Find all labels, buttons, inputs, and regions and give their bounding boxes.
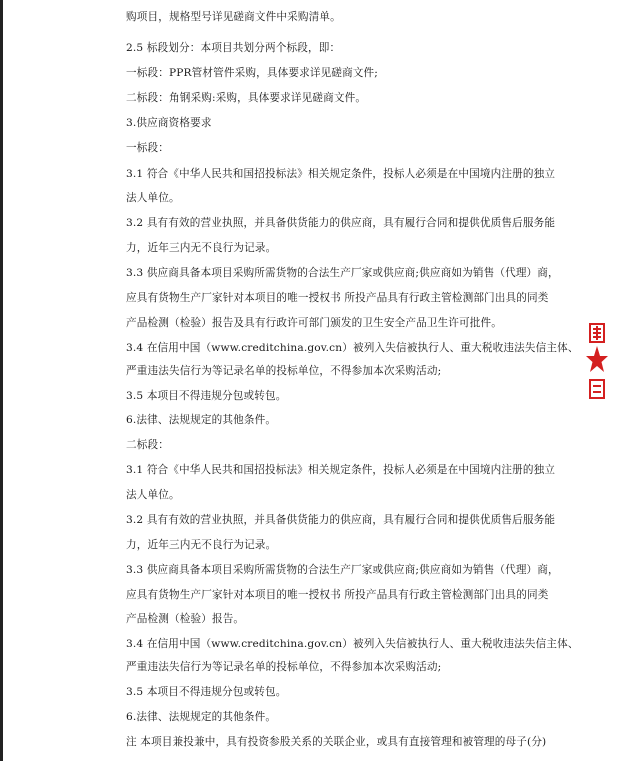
text-line: 产品检测（检验）报告及具有行政许可部门颁发的卫生安全产品卫生许可批件。 <box>126 317 503 329</box>
text-line: 3.4 在信用中国（www.creditchina.gov.cn）被列入失信被执行人、重大税收违法失信主体、 <box>126 342 579 354</box>
text-line: 严重违法失信行为等记录名单的投标单位，不得参加本次采购活动; <box>126 365 442 377</box>
text-line: 一标段：PPR管材管件采购，具体要求详见磋商文件; <box>126 67 379 79</box>
text-line: 3.3 供应商具备本项目采购所需货物的合法生产厂家或供应商;供应商如为销售（代理）商， <box>126 267 559 279</box>
text-line: 应具有货物生产厂家针对本项目的唯一授权书 所投产品具有行政主管检测部门出具的同类 <box>126 589 549 601</box>
text-line: 购项目，规格型号详见磋商文件中采购清单。 <box>126 11 341 23</box>
text-line: 二标段：角钢采购:采购，具体要求详见磋商文件。 <box>126 92 367 104</box>
text-line: 应具有货物生产厂家针对本项目的唯一授权书 所投产品具有行政主管检测部门出具的同类 <box>126 292 549 304</box>
section-heading: 3.供应商资格要求 <box>126 117 212 129</box>
text-line: 3.4 在信用中国（www.creditchina.gov.cn）被列入失信被执行人、重大税收违法失信主体、 <box>126 638 579 650</box>
text-line: 产品检测（检验）报告。 <box>126 613 245 625</box>
text-line: 3.5 本项目不得违规分包或转包。 <box>126 686 287 698</box>
text-line: 力，近年三内无不良行为记录。 <box>126 539 277 551</box>
text-line: 3.2 具有有效的营业执照，并具备供货能力的供应商，具有履行合同和提供优质售后服务能 <box>126 217 556 229</box>
text-line: 法人单位。 <box>126 192 180 204</box>
text-line: 2.5 标段划分：本项目共划分两个标段，即： <box>126 42 341 54</box>
text-line: 6.法律、法规规定的其他条件。 <box>126 711 277 723</box>
text-line: 3.2 具有有效的营业执照，并具备供货能力的供应商，具有履行合同和提供优质售后服务能 <box>126 514 556 526</box>
text-line: 力，近年三内无不良行为记录。 <box>126 242 277 254</box>
lot-heading: 一标段： <box>126 142 169 154</box>
page-left-border <box>0 0 3 761</box>
lot-heading: 二标段： <box>126 439 169 451</box>
text-line: 3.3 供应商具备本项目采购所需货物的合法生产厂家或供应商;供应商如为销售（代理）商， <box>126 564 559 576</box>
red-seal-stamp <box>586 322 608 402</box>
text-line: 6.法律、法规规定的其他条件。 <box>126 414 277 426</box>
text-line: 注 本项目兼投兼中，具有投资参股关系的关联企业，或具有直接管理和被管理的母子(分) <box>126 736 547 748</box>
text-line: 3.1 符合《中华人民共和国招投标法》相关规定条件，投标人必须是在中国境内注册的独立 <box>126 464 556 476</box>
text-line: 3.1 符合《中华人民共和国招投标法》相关规定条件，投标人必须是在中国境内注册的独立 <box>126 168 556 180</box>
text-line: 法人单位。 <box>126 489 180 501</box>
text-line: 3.5 本项目不得违规分包或转包。 <box>126 390 287 402</box>
text-line: 严重违法失信行为等记录名单的投标单位，不得参加本次采购活动; <box>126 661 442 673</box>
